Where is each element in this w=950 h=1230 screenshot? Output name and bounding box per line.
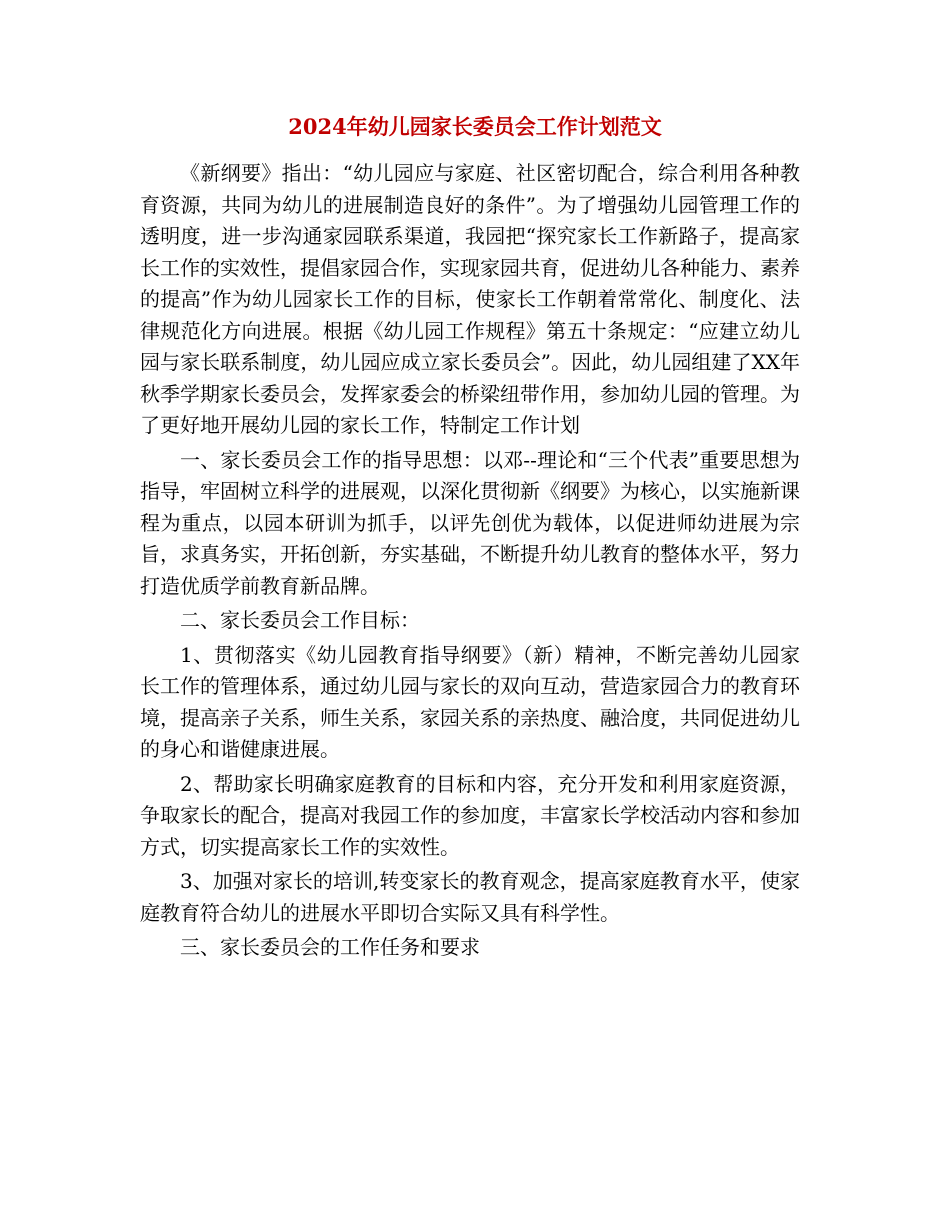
paragraph-goals-heading: 二、家长委员会工作目标： — [180, 608, 420, 632]
paragraph-tasks-heading: 三、家长委员会的工作任务和要求 — [180, 935, 480, 959]
paragraph-guiding-ideology: 一、家长委员会工作的指导思想：以邓--理论和“三个代表”重要思想为指导，牢固树立科学的进展观，以深化贯彻新《纲要》为核心，以实施新课程为重点，以园本研训为抓手，以评先创优为载体，以促进师幼进展为宗旨，求真务实，开拓创新，夯实基础，不断提升幼儿教育的整体水平，努力打造优质学前教育新品牌。 — [140, 447, 800, 598]
document-body — [140, 158, 800, 967]
document-title: 2024年幼儿园家长委员会工作计划范文 — [288, 114, 662, 139]
paragraph-intro: 《新纲要》指出：“幼儿园应与家庭、社区密切配合，综合利用各种教育资源，共同为幼儿的进展制造良好的条件”。为了增强幼儿园管理工作的透明度，进一步沟通家园联系渠道，我园把“探究家长工作新路子，提高家长工作的实效性，提倡家园合作，实现家园共育，促进幼儿各种能力、素养的提高”作为幼儿园家长工作的目标，使家长工作朝着常常化、制度化、法律规范化方向进展。根据《幼儿园工作规程》第五十条规定：“应建立幼儿园与家长联系制度，幼儿园应成立家长委员会”。因此，幼儿园组建了XX年秋季学期家长委员会，发挥家委会的桥梁纽带作用，参加幼儿园的管理。为了更好地开展幼儿园的家长工作，特制定工作计划 — [140, 161, 800, 437]
paragraph-goal-3: 3、加强对家长的培训,转变家长的教育观念，提高家庭教育水平，使家庭教育符合幼儿的进展水平即切合实际又具有科学性。 — [140, 869, 800, 925]
paragraph-goal-1: 1、贯彻落实《幼儿园教育指导纲要》（新）精神，不断完善幼儿园家长工作的管理体系，通过幼儿园与家长的双向互动，营造家园合力的教育环境，提高亲子关系，师生关系，家园关系的亲热度、融洽度，共同促进幼儿的身心和谐健康进展。 — [140, 642, 800, 761]
paragraph-goal-2: 2、帮助家长明确家庭教育的目标和内容，充分开发和利用家庭资源，争取家长的配合，提高对我园工作的参加度，丰富家长学校活动内容和参加方式，切实提高家长工作的实效性。 — [140, 771, 800, 859]
